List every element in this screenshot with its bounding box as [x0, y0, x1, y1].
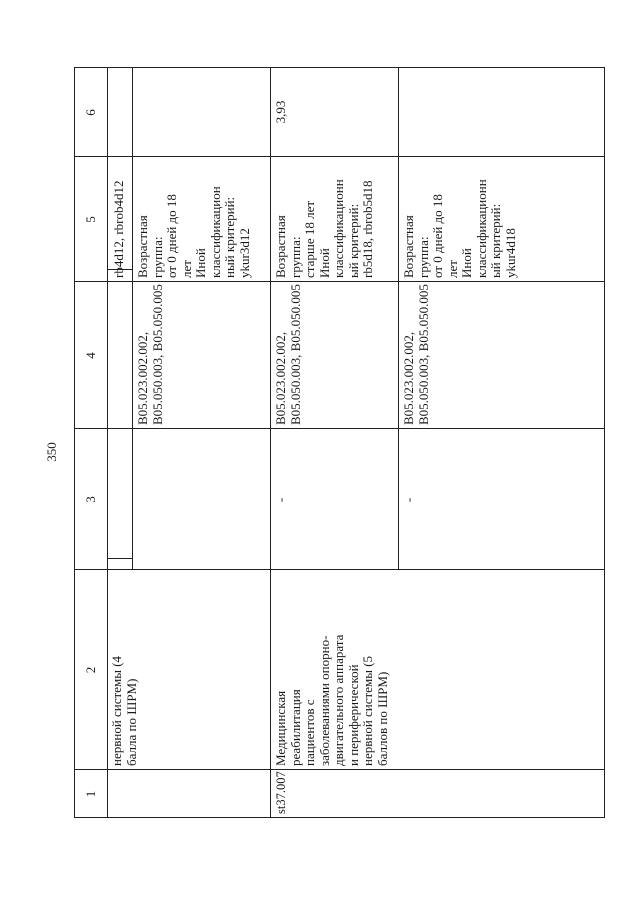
column-header-2: 2 [83, 666, 98, 674]
table-border-right [74, 67, 605, 68]
service-codes: B05.023.002.002, B05.050.003, B05.050.005 [135, 284, 165, 425]
service-codes: B05.023.002.002, B05.050.003, B05.050.005 [401, 284, 431, 425]
service-codes: B05.023.002.002, B05.050.003, B05.050.005 [273, 284, 303, 425]
row-name: Медицинская реабилитация пациентов с заболеваниями опорно- двигательного аппарата и периферической нервной системы (5 баллов по ШРМ) [273, 634, 390, 766]
table-border-left [74, 817, 605, 818]
column-divider [74, 569, 605, 570]
row-name: нервной системы (4 балла по ШРМ) [109, 655, 139, 766]
column-header-6: 6 [83, 109, 98, 116]
column-header-4: 4 [83, 352, 98, 359]
criterion-block: Возрастная группа: от 0 дней до 18 лет Иной классификацион ный критерий: ykur3d12 [135, 186, 252, 278]
inner-divider [107, 558, 132, 559]
rotated-table [74, 67, 605, 818]
column-header-1: 1 [83, 790, 98, 798]
column-divider [74, 769, 605, 770]
header-separator [107, 67, 108, 818]
column-3-value: - [273, 497, 288, 503]
column-header-3: 3 [83, 496, 98, 503]
criterion-block: Возрастная группа: старше 18 лет Иной классификационн ый критерий: rb5d18, rbrob5d18 [273, 179, 375, 278]
coefficient-value: 3,93 [273, 100, 288, 124]
table-border-bottom [604, 67, 605, 818]
column-3-value: - [401, 497, 416, 503]
criterion-block: Возрастная группа: от 0 дней до 18 лет Иной классификационн ый критерий: ykur4d18 [401, 179, 518, 278]
criterion-top: rb4d12, rbrob4d12 [111, 180, 126, 278]
row-separator [270, 67, 271, 818]
subrow-separator [398, 67, 399, 570]
column-header-5: 5 [83, 216, 98, 223]
subrow-separator [132, 67, 133, 570]
column-divider [74, 156, 605, 157]
page-number: 350 [44, 442, 59, 462]
row-code: st37.007 [274, 771, 288, 814]
column-divider [74, 428, 605, 429]
